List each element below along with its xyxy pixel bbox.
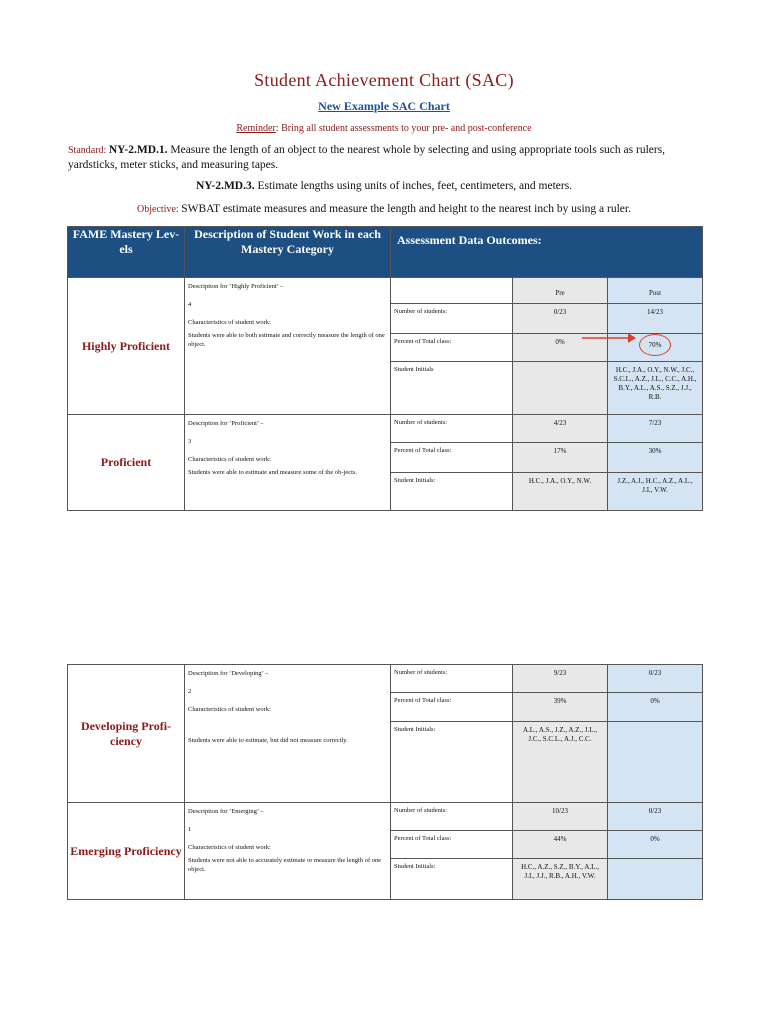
standard-label: Standard: — [68, 145, 109, 156]
proficient-post-pct: 30% — [608, 443, 703, 473]
standard-1-code: NY-2.MD.1. — [108, 144, 168, 156]
desc-score: 2 — [188, 688, 192, 695]
label-percent: Percent of Total class: — [391, 443, 513, 473]
reminder — [0, 123, 768, 134]
desc-title: Description for ‘Emerging’ – — [188, 808, 264, 815]
subtitle — [0, 99, 768, 114]
label-num-students: Number of students: — [391, 415, 513, 443]
standard-2 — [0, 180, 768, 192]
label-initials: Student Initials: — [391, 859, 513, 900]
developing-post-initials — [608, 722, 703, 803]
desc-characteristics: Characteristics of student work: — [188, 706, 271, 713]
objective — [0, 203, 768, 215]
desc-text: Students were not able to accurately estimate or measure the length of one object. — [188, 857, 382, 873]
desc-developing — [185, 665, 391, 803]
highly-pre-count: 0/23 — [513, 304, 608, 334]
highly-post-initials: H.C., J.A., O.Y., N.W., J.C., S.C.L., A.Z., J.L., C.C., A.H., B.Y., A.L., A.S., S.Z., J.J., R.B. — [613, 366, 697, 401]
highly-post-count: 14/23 — [608, 304, 703, 334]
proficient-post-count: 7/23 — [608, 415, 703, 443]
desc-characteristics: Characteristics of student work: — [188, 844, 271, 851]
objective-text: SWBAT estimate measures and measure the length and height to the nearest inch by using a ruler. — [181, 203, 631, 215]
emerging-pre-count: 10/23 — [513, 803, 608, 831]
desc-highly-proficient — [185, 278, 391, 415]
developing-pre-initials: A.L., A.S., J.Z., A.Z., J.L., J.C., S.C.L., A.J., C.C. — [522, 726, 598, 743]
post-header: Post — [608, 278, 703, 304]
level-emerging: Emerging Proficiency — [68, 803, 185, 900]
label-initials: Student Initials — [391, 362, 513, 415]
desc-text: Students were able to estimate, but did not measure correctly. — [188, 737, 348, 744]
pre-header: Pre — [513, 278, 608, 304]
developing-post-count: 0/23 — [608, 665, 703, 693]
header-assessment: Assessment Data Outcomes: — [391, 227, 703, 278]
header-mastery-levels: FAME Mastery Lev-els — [68, 227, 185, 278]
emerging-pre-pct: 44% — [513, 831, 608, 859]
page-title: Student Achievement Chart (SAC) — [254, 70, 514, 90]
header-description: Description of Student Work in each Mastery Category — [185, 227, 391, 278]
desc-characteristics: Characteristics of student work: — [188, 319, 271, 326]
label-num-students: Number of students: — [391, 803, 513, 831]
label-percent: Percent of Total class: — [391, 334, 513, 362]
standard-2-code: NY-2.MD.3. — [195, 180, 255, 192]
proficient-pre-pct: 17% — [513, 443, 608, 473]
desc-proficient — [185, 415, 391, 511]
label-percent: Percent of Total class: — [391, 693, 513, 722]
highly-post-pct: 70% — [639, 334, 671, 356]
desc-title: Description for ‘Proficient’ – — [188, 420, 264, 427]
label-percent: Percent of Total class: — [391, 831, 513, 859]
desc-text: Students were able to both estimate and correctly measure the length of one object. — [188, 332, 385, 348]
label-num-students: Number of students: — [391, 665, 513, 693]
subtitle-link[interactable]: New Example SAC Chart — [318, 99, 450, 113]
reminder-label: Reminder — [236, 123, 276, 134]
emerging-post-initials — [608, 859, 703, 900]
level-proficient: Proficient — [68, 415, 185, 511]
label-initials: Student Initials: — [391, 722, 513, 803]
desc-score: 4 — [188, 301, 192, 308]
desc-emerging — [185, 803, 391, 900]
proficient-pre-count: 4/23 — [513, 415, 608, 443]
developing-pre-pct: 39% — [513, 693, 608, 722]
desc-score: 1 — [188, 826, 192, 833]
label-num-students: Number of students: — [391, 304, 513, 334]
level-highly-proficient: Highly Proficient — [68, 278, 185, 415]
emerging-post-count: 0/23 — [608, 803, 703, 831]
standard-1 — [68, 143, 700, 172]
desc-characteristics: Characteristics of student work: — [188, 456, 271, 463]
highly-pre-initials — [513, 362, 608, 415]
level-developing: Developing Profi-ciency — [68, 665, 185, 803]
emerging-post-pct: 0% — [608, 831, 703, 859]
sac-table-bottom — [67, 664, 703, 900]
objective-label: Objective: — [137, 204, 182, 215]
proficient-post-initials: J.Z., A.J., H.C., A.Z., A.L., J.I., V.W. — [617, 477, 693, 494]
desc-text: Students were able to estimate and measure some of the ob-jects. — [188, 469, 358, 476]
desc-score: 3 — [188, 438, 192, 445]
highly-pre-pct: 0% — [513, 334, 608, 362]
desc-title: Description for ‘Developing’ – — [188, 670, 269, 677]
sac-table-top — [67, 226, 703, 511]
annotation-arrow-icon — [580, 330, 640, 346]
label-initials: Student Initials: — [391, 473, 513, 511]
desc-title: Description for ‘Highly Proficient’ – — [188, 283, 284, 290]
developing-pre-count: 9/23 — [513, 665, 608, 693]
blank-cell — [391, 278, 513, 304]
standard-1-text: Measure the length of an object to the nearest whole by selecting and using appropriate tools such as rulers, yardsticks, meter sticks, and measuring tapes. — [68, 144, 666, 171]
developing-post-pct: 0% — [608, 693, 703, 722]
standard-2-text: Estimate lengths using units of inches, feet, centimeters, and meters. — [254, 180, 573, 192]
proficient-pre-initials: H.C., J.A., O.Y., N.W. — [528, 477, 592, 485]
reminder-text: : Bring all student assessments to your pre- and post-conference — [275, 123, 532, 134]
emerging-pre-initials: H.C., A.Z., S.Z., B.Y., A.L., J.I., J.J., R.B., A.H., V.W. — [521, 863, 599, 880]
